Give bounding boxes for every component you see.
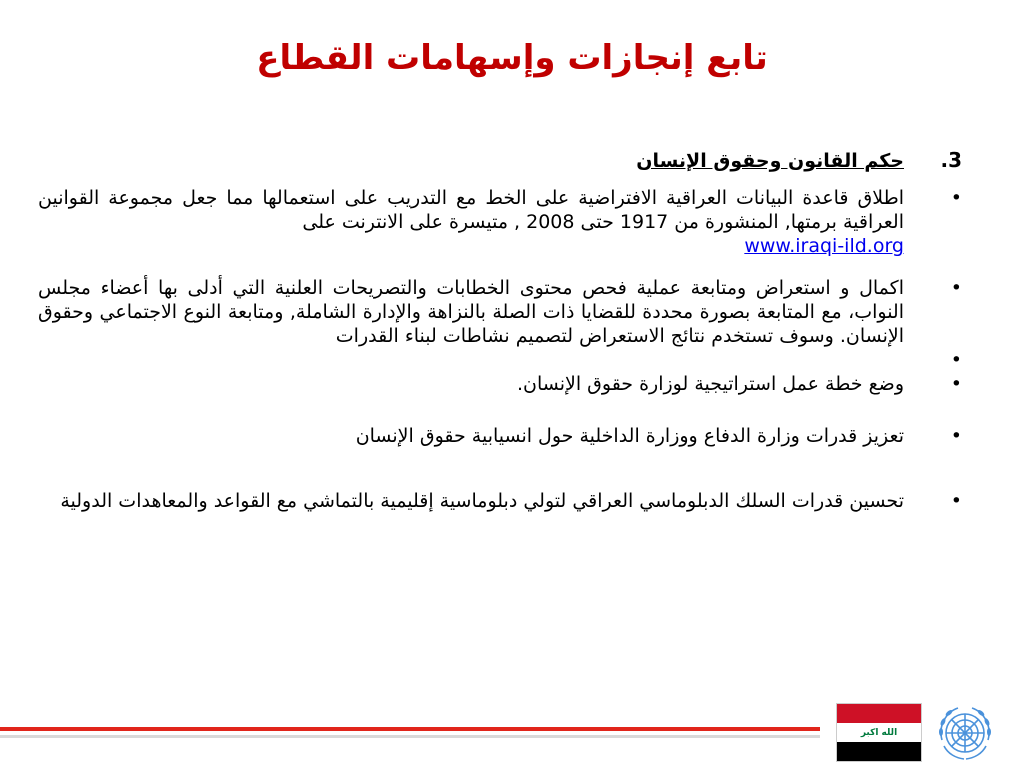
list-item-text: تحسين قدرات السلك الدبلوماسي العراقي لتولي دبلوماسية إقليمية بالتماشي مع القواعد والمعاهدات الدولية — [60, 490, 904, 512]
footer-divider — [0, 735, 820, 738]
list-item-text: اكمال و استعراض ومتابعة عملية فحص محتوى الخطابات والتصريحات العلنية التي أدلى بها أعضاء مجلس النواب، مع المتابعة بصورة محددة للقضايا ذات الصلة بالنزاهة والإدارة الشاملة, ومتابعة النوع الاجتماعي وحقوق الإنسان. وسوف تستخدم نتائج الاستعراض لتصميم نشاطات لبناء القدرات — [38, 277, 904, 347]
flag-inscription: الله اكبر — [837, 723, 921, 742]
bullet-icon: • — [950, 373, 962, 395]
bullet-icon: • — [950, 187, 962, 209]
section-number: 3. — [940, 148, 962, 172]
bullet-icon: • — [950, 425, 962, 447]
list-item-text: تعزيز قدرات وزارة الدفاع ووزارة الداخلية حول انسيابية حقوق الإنسان — [355, 425, 904, 447]
list-item-text: وضع خطة عمل استراتيجية لوزارة حقوق الإنسان. — [516, 373, 904, 395]
bullet-icon: • — [950, 490, 962, 512]
list-item-text: اطلاق قاعدة البيانات العراقية الافتراضية على الخط مع التدريب على استعمالها مما جعل مجموعة القوانين العراقية برمتها, المنشورة من 1917 حتى 2008 , متيسرة على الانترنت على — [38, 187, 904, 233]
list-item — [38, 424, 962, 448]
list-item — [38, 348, 962, 372]
bullet-icon: • — [950, 277, 962, 299]
list-item — [38, 372, 962, 396]
list-item — [38, 276, 962, 348]
iraq-flag-icon — [836, 703, 922, 762]
un-emblem-icon — [934, 702, 996, 764]
slide-content — [38, 148, 962, 516]
bullet-icon: • — [950, 349, 962, 371]
section-heading-text: حكم القانون وحقوق الإنسان — [636, 150, 904, 172]
list-item — [38, 186, 962, 258]
footer-accent-bar — [0, 727, 820, 731]
list-item — [38, 486, 962, 516]
slide-title: تابع إنجازات وإسهامات القطاع — [256, 38, 768, 78]
database-link[interactable]: www.iraqi-ild.org — [744, 235, 904, 257]
section-heading — [38, 148, 962, 172]
